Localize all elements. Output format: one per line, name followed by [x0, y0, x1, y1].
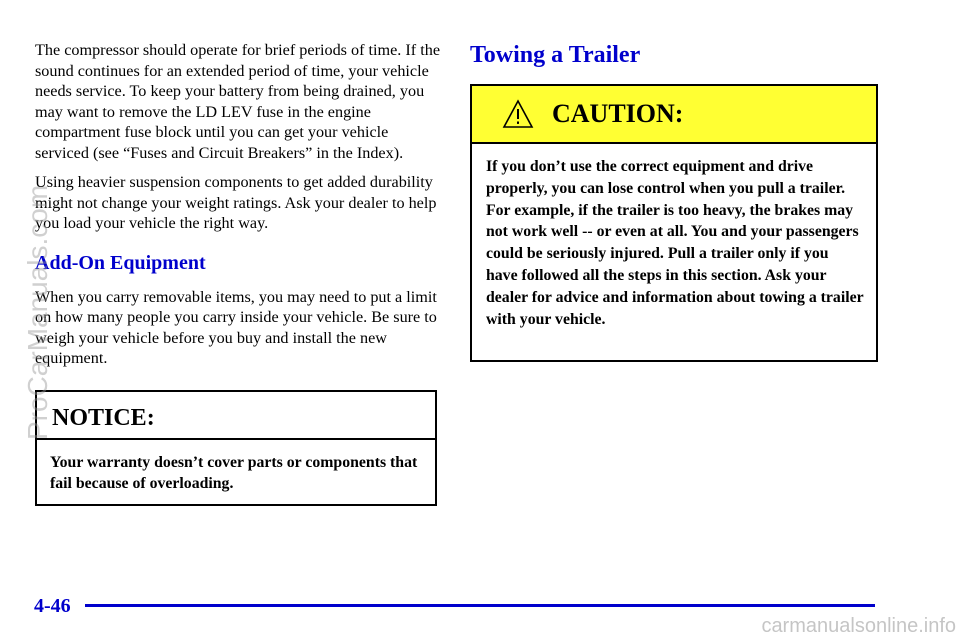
caution-box — [470, 84, 878, 362]
page-number: 4-46 — [34, 595, 71, 617]
add-on-equipment-heading: Add-On Equipment — [35, 251, 206, 274]
compressor-paragraph: The compressor should operate for brief periods of time. If the sound continues for an extended period of time, your vehicle needs service. To keep your battery from being drained, you may want to remove the LD LEV fuse in the engine compartment fuse block until you can get your vehicle serviced (see “Fuses and Circuit Breakers” in the Index). — [35, 41, 441, 162]
caution-header — [472, 86, 876, 144]
left-column — [35, 40, 440, 378]
footer-rule — [85, 604, 875, 607]
bottom-watermark: carmanualsonline.info — [761, 615, 956, 637]
caution-body: If you don’t use the correct equipment and drive properly, you can lose control when you pull a trailer. For example, if the trailer is too heavy, the brakes may not work well -- or even at all. You and your passengers could be seriously injured. Pull a trailer only if you have followed all the steps in this section. Ask your dealer for advice and information about towing a trailer with your vehicle. — [486, 158, 864, 328]
suspension-paragraph: Using heavier suspension components to get added durability might not change your weight ratings. Ask your dealer to help you load your vehicle the right way. — [35, 173, 437, 232]
notice-body: Your warranty doesn’t cover parts or components that fail because of overloading. — [50, 454, 418, 492]
left-watermark: ProCarManuals.com — [22, 184, 53, 440]
caution-title: CAUTION: — [552, 99, 684, 128]
add-on-equipment-paragraph: When you carry removable items, you may need to put a limit on how many people you carry inside your vehicle. Be sure to weigh your vehicle before you buy and install the new equipment. — [35, 287, 437, 367]
warning-triangle-icon — [502, 99, 534, 129]
notice-box — [35, 390, 437, 506]
right-column — [470, 40, 878, 88]
towing-trailer-heading: Towing a Trailer — [470, 42, 641, 68]
notice-title: NOTICE: — [37, 392, 435, 440]
